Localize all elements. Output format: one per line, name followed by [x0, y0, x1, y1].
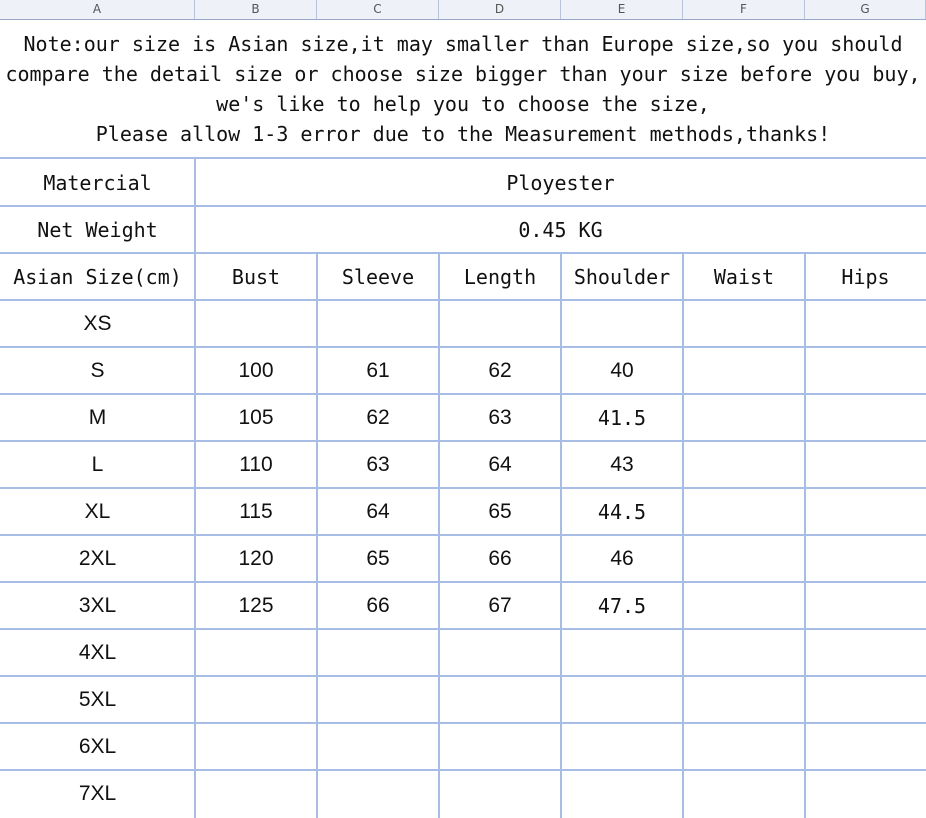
cell-bust[interactable]: 105	[238, 405, 274, 429]
cell-bust[interactable]	[195, 629, 317, 676]
cell-length[interactable]: 65	[488, 499, 512, 523]
column-header-g[interactable]: G	[805, 0, 926, 19]
header-size[interactable]: Asian Size(cm)	[13, 264, 182, 289]
size-label-cell[interactable]: L	[91, 452, 104, 476]
grid-line	[316, 252, 318, 818]
column-header-f[interactable]: F	[683, 0, 805, 19]
header-length[interactable]: Length	[463, 264, 537, 289]
grid-line	[804, 252, 806, 818]
cell-bust[interactable]: 120	[238, 546, 274, 570]
grid-line	[194, 157, 196, 818]
cell-waist[interactable]	[683, 676, 805, 723]
cell-waist[interactable]	[683, 629, 805, 676]
cell-waist[interactable]	[683, 488, 805, 535]
cell-shoulder[interactable]: 41.5	[597, 405, 647, 430]
grid-line	[0, 252, 926, 254]
cell-sleeve[interactable]: 63	[366, 452, 390, 476]
column-header-b[interactable]: B	[195, 0, 317, 19]
cell-waist[interactable]	[683, 535, 805, 582]
cell-shoulder[interactable]: 47.5	[597, 593, 647, 618]
grid-line	[0, 205, 926, 207]
cell-sleeve[interactable]	[317, 723, 439, 770]
cell-hips[interactable]	[805, 488, 926, 535]
cell-length[interactable]	[439, 629, 561, 676]
net-weight-value[interactable]: 0.45 KG	[518, 217, 603, 242]
column-header-e[interactable]: E	[561, 0, 683, 19]
cell-bust[interactable]: 125	[238, 593, 274, 617]
cell-sleeve[interactable]: 65	[366, 546, 390, 570]
size-label-cell[interactable]: XS	[83, 311, 112, 335]
cell-waist[interactable]	[683, 770, 805, 817]
cell-shoulder[interactable]: 40	[610, 358, 634, 382]
column-header-a[interactable]: A	[0, 0, 195, 19]
size-label-cell[interactable]: 5XL	[78, 687, 117, 711]
cell-waist[interactable]	[683, 347, 805, 394]
cell-bust[interactable]	[195, 676, 317, 723]
note-line-4: Please allow 1-3 error due to the Measurement methods,thanks!	[95, 121, 831, 146]
material-value[interactable]: Ployester	[506, 171, 615, 195]
note-line-3: we's like to help you to choose the size,	[216, 91, 710, 116]
column-header-bar	[0, 0, 926, 20]
material-label[interactable]: Matercial	[43, 171, 152, 195]
size-label-cell[interactable]: 3XL	[78, 593, 117, 617]
cell-hips[interactable]	[805, 441, 926, 488]
cell-bust[interactable]: 100	[238, 358, 274, 382]
header-hips[interactable]: Hips	[841, 264, 890, 289]
cell-length[interactable]: 66	[488, 546, 512, 570]
net-weight-label[interactable]: Net Weight	[37, 217, 158, 242]
cell-length[interactable]	[439, 676, 561, 723]
cell-hips[interactable]	[805, 676, 926, 723]
size-label-cell[interactable]: 2XL	[78, 546, 117, 570]
cell-length[interactable]: 62	[488, 358, 512, 382]
cell-waist[interactable]	[683, 300, 805, 347]
cell-sleeve[interactable]	[317, 770, 439, 817]
note-line-2: compare the detail size or choose size bigger than your size before you buy,	[5, 61, 921, 86]
cell-shoulder[interactable]	[561, 629, 683, 676]
grid-line	[438, 252, 440, 818]
header-sleeve[interactable]: Sleeve	[341, 264, 415, 289]
cell-length[interactable]	[439, 723, 561, 770]
cell-hips[interactable]	[805, 347, 926, 394]
cell-hips[interactable]	[805, 629, 926, 676]
cell-length[interactable]	[439, 770, 561, 817]
cell-shoulder[interactable]	[561, 770, 683, 817]
note-line-1: Note:our size is Asian size,it may smaller than Europe size,so you should	[23, 31, 903, 56]
cell-bust[interactable]	[195, 300, 317, 347]
cell-length[interactable]: 63	[488, 405, 512, 429]
size-note[interactable]	[0, 20, 926, 157]
cell-shoulder[interactable]	[561, 723, 683, 770]
cell-length[interactable]	[439, 300, 561, 347]
size-label-cell[interactable]: S	[90, 358, 105, 382]
column-header-c[interactable]: C	[317, 0, 439, 19]
cell-waist[interactable]	[683, 723, 805, 770]
grid-line	[560, 252, 562, 818]
grid-line	[682, 252, 684, 818]
cell-waist[interactable]	[683, 582, 805, 629]
cell-hips[interactable]	[805, 770, 926, 817]
cell-hips[interactable]	[805, 300, 926, 347]
column-header-d[interactable]: D	[439, 0, 561, 19]
cell-shoulder[interactable]: 43	[610, 452, 634, 476]
cell-shoulder[interactable]: 46	[610, 546, 634, 570]
cell-shoulder[interactable]	[561, 676, 683, 723]
size-label-cell[interactable]: M	[88, 405, 107, 429]
cell-length[interactable]: 64	[488, 452, 512, 476]
cell-bust[interactable]	[195, 723, 317, 770]
cell-bust[interactable]	[195, 770, 317, 817]
cell-sleeve[interactable]: 62	[366, 405, 390, 429]
cell-hips[interactable]	[805, 582, 926, 629]
cell-waist[interactable]	[683, 441, 805, 488]
cell-sleeve[interactable]	[317, 676, 439, 723]
header-bust[interactable]: Bust	[231, 264, 281, 289]
grid-line	[0, 157, 926, 159]
cell-shoulder[interactable]: 44.5	[597, 499, 647, 524]
cell-hips[interactable]	[805, 723, 926, 770]
size-label-cell[interactable]: 7XL	[78, 781, 117, 805]
header-shoulder[interactable]: Shoulder	[573, 264, 671, 289]
cell-hips[interactable]	[805, 394, 926, 441]
size-label-cell[interactable]: 6XL	[78, 734, 117, 758]
cell-bust[interactable]: 110	[239, 452, 273, 476]
cell-sleeve[interactable]	[317, 300, 439, 347]
size-label-cell[interactable]: 4XL	[78, 640, 117, 664]
cell-sleeve[interactable]: 61	[366, 358, 390, 382]
cell-waist[interactable]	[683, 394, 805, 441]
cell-sleeve[interactable]: 66	[366, 593, 390, 617]
size-label-cell[interactable]: XL	[84, 499, 111, 523]
cell-length[interactable]: 67	[488, 593, 512, 617]
cell-shoulder[interactable]	[561, 300, 683, 347]
cell-sleeve[interactable]: 64	[366, 499, 390, 523]
grid-line	[0, 299, 926, 301]
cell-bust[interactable]: 115	[239, 499, 273, 523]
header-waist[interactable]: Waist	[713, 264, 775, 289]
cell-hips[interactable]	[805, 535, 926, 582]
cell-sleeve[interactable]	[317, 629, 439, 676]
